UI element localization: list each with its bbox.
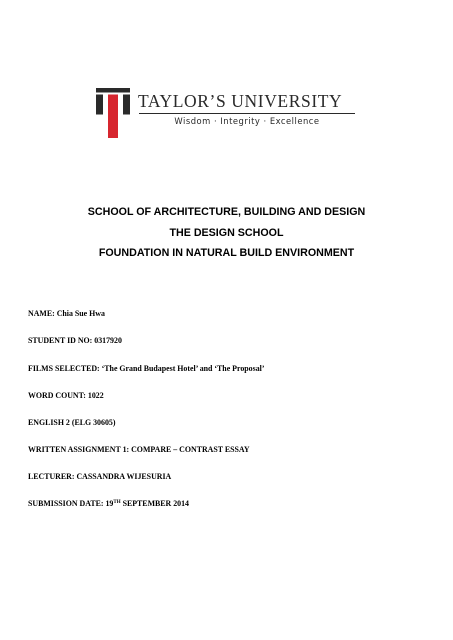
word-count: WORD COUNT: 1022 — [28, 391, 104, 400]
submission-date-ordinal: TH — [113, 500, 121, 505]
foundation-heading: FOUNDATION IN NATURAL BUILD ENVIRONMENT — [98, 247, 355, 259]
logo-tagline: Wisdom · Integrity · Excellence — [174, 116, 320, 126]
submission-date-suffix: SEPTEMBER 2014 — [120, 499, 189, 508]
lecturer: LECTURER: CASSANDRA WIJESURIA — [28, 472, 172, 481]
student-name: NAME: Chia Sue Hwa — [28, 309, 105, 318]
submission-date-prefix: SUBMISSION DATE: 19 — [28, 499, 114, 508]
course-code: ENGLISH 2 (ELG 30605) — [28, 418, 116, 427]
university-logo — [96, 88, 358, 138]
submission-date — [28, 499, 189, 508]
logo-wordmark: TAYLOR’S UNIVERSITY — [138, 91, 343, 111]
assignment-title: WRITTEN ASSIGNMENT 1: COMPARE – CONTRAST ESSAY — [28, 445, 250, 454]
logo-divider — [139, 113, 355, 114]
university-emblem-icon — [96, 88, 130, 138]
design-school-heading: THE DESIGN SCHOOL — [169, 227, 284, 239]
films-selected: FILMS SELECTED: ‘The Grand Budapest Hotel’ and ‘The Proposal’ — [28, 364, 265, 373]
student-id: STUDENT ID NO: 0317920 — [28, 336, 122, 345]
school-heading: SCHOOL OF ARCHITECTURE, BUILDING AND DESIGN — [87, 206, 366, 218]
